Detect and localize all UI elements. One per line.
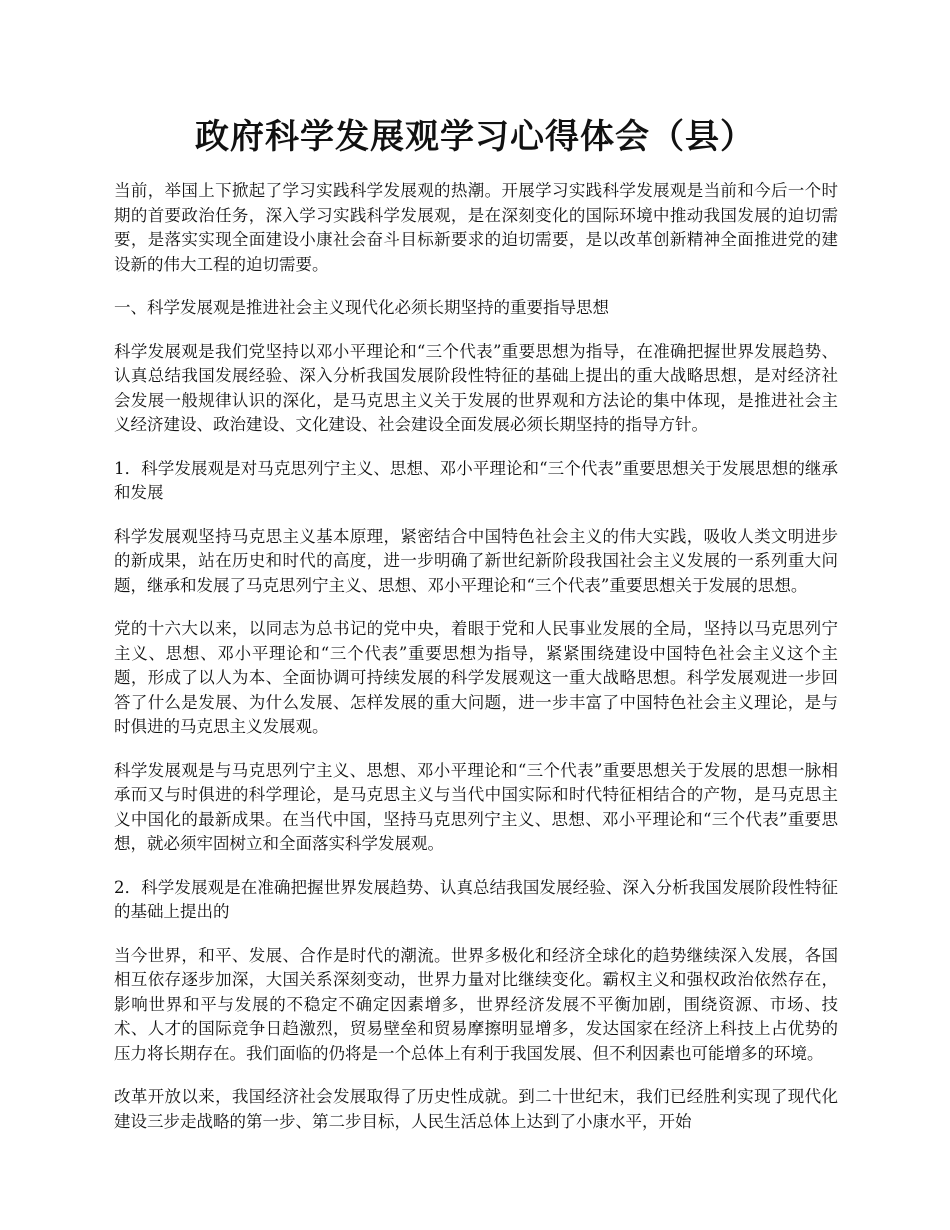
document-title: 政府科学发展观学习心得体会（县） [195,117,755,157]
subsection-heading-1: 1．科学发展观是对马克思列宁主义、思想、邓小平理论和“三个代表”重要思想关于发展思想的继承和发展 [114,458,838,502]
paragraph: 科学发展观是我们党坚持以邓小平理论和“三个代表”重要思想为指导，在准确把握世界发展趋势、认真总结我国发展经验、深入分析我国发展阶段性特征的基础上提出的重大战略思想，是对经济社会发展一般规律认识的深化，是马克思主义关于发展的世界观和方法论的集中体现，是推进社会主义经济建设、政治建设、文化建设、社会建设全面发展必须长期坚持的指导方针。 [114,341,838,434]
paragraph: 当今世界，和平、发展、合作是时代的潮流。世界多极化和经济全球化的趋势继续深入发展，各国相互依存逐步加深，大国关系深刻变动，世界力量对比继续变化。霸权主义和强权政治依然存在，影响世界和平与发展的不稳定不确定因素增多，世界经济发展不平衡加剧，围绕资源、市场、技术、人才的国际竞争日趋激烈，贸易壁垒和贸易摩擦明显增多，发达国家在经济上科技上占优势的压力将长期存在。我们面临的仍将是一个总体上有利于我国发展、但不利因素也可能增多的环境。 [114,945,838,1063]
paragraph: 科学发展观是与马克思列宁主义、思想、邓小平理论和“三个代表”重要思想关于发展的思想一脉相承而又与时俱进的科学理论，是马克思主义与当代中国实际和时代特征相结合的产物，是马克思主义中国化的最新成果。在当代中国，坚持马克思列宁主义、思想、邓小平理论和“三个代表”重要思想，就必须牢固树立和全面落实科学发展观。 [114,760,838,853]
paragraph: 科学发展观坚持马克思主义基本原理，紧密结合中国特色社会主义的伟大实践，吸收人类文明进步的新成果，站在历史和时代的高度，进一步明确了新世纪新阶段我国社会主义发展的一系列重大问题，继承和发展了马克思列宁主义、思想、邓小平理论和“三个代表”重要思想关于发展的思想。 [114,526,838,595]
paragraph: 改革开放以来，我国经济社会发展取得了历史性成就。到二十世纪末，我们已经胜利实现了现代化建设三步走战略的第一步、第二步目标，人民生活总体上达到了小康水平，开始 [114,1087,838,1131]
paragraph-intro: 当前，举国上下掀起了学习实践科学发展观的热潮。开展学习实践科学发展观是当前和今后一个时期的首要政治任务，深入学习实践科学发展观，是在深刻变化的国际环境中推动我国发展的迫切需要，是落实实现全面建设小康社会奋斗目标新要求的迫切需要，是以改革创新精神全面推进党的建设新的伟大工程的迫切需要。 [114,181,838,274]
section-heading-1: 一、科学发展观是推进社会主义现代化必须长期坚持的重要指导思想 [114,298,609,317]
paragraph: 党的十六大以来，以同志为总书记的党中央，着眼于党和人民事业发展的全局，坚持以马克思列宁主义、思想、邓小平理论和“三个代表”重要思想为指导，紧紧围绕建设中国特色社会主义这个主题，形成了以人为本、全面协调可持续发展的科学发展观这一重大战略思想。科学发展观进一步回答了什么是发展、为什么发展、怎样发展的重大问题，进一步丰富了中国特色社会主义理论，是与时俱进的马克思主义发展观。 [114,619,838,736]
subsection-heading-2: 2．科学发展观是在准确把握世界发展趋势、认真总结我国发展经验、深入分析我国发展阶段性特征的基础上提出的 [114,877,838,921]
document-body [114,179,838,1153]
